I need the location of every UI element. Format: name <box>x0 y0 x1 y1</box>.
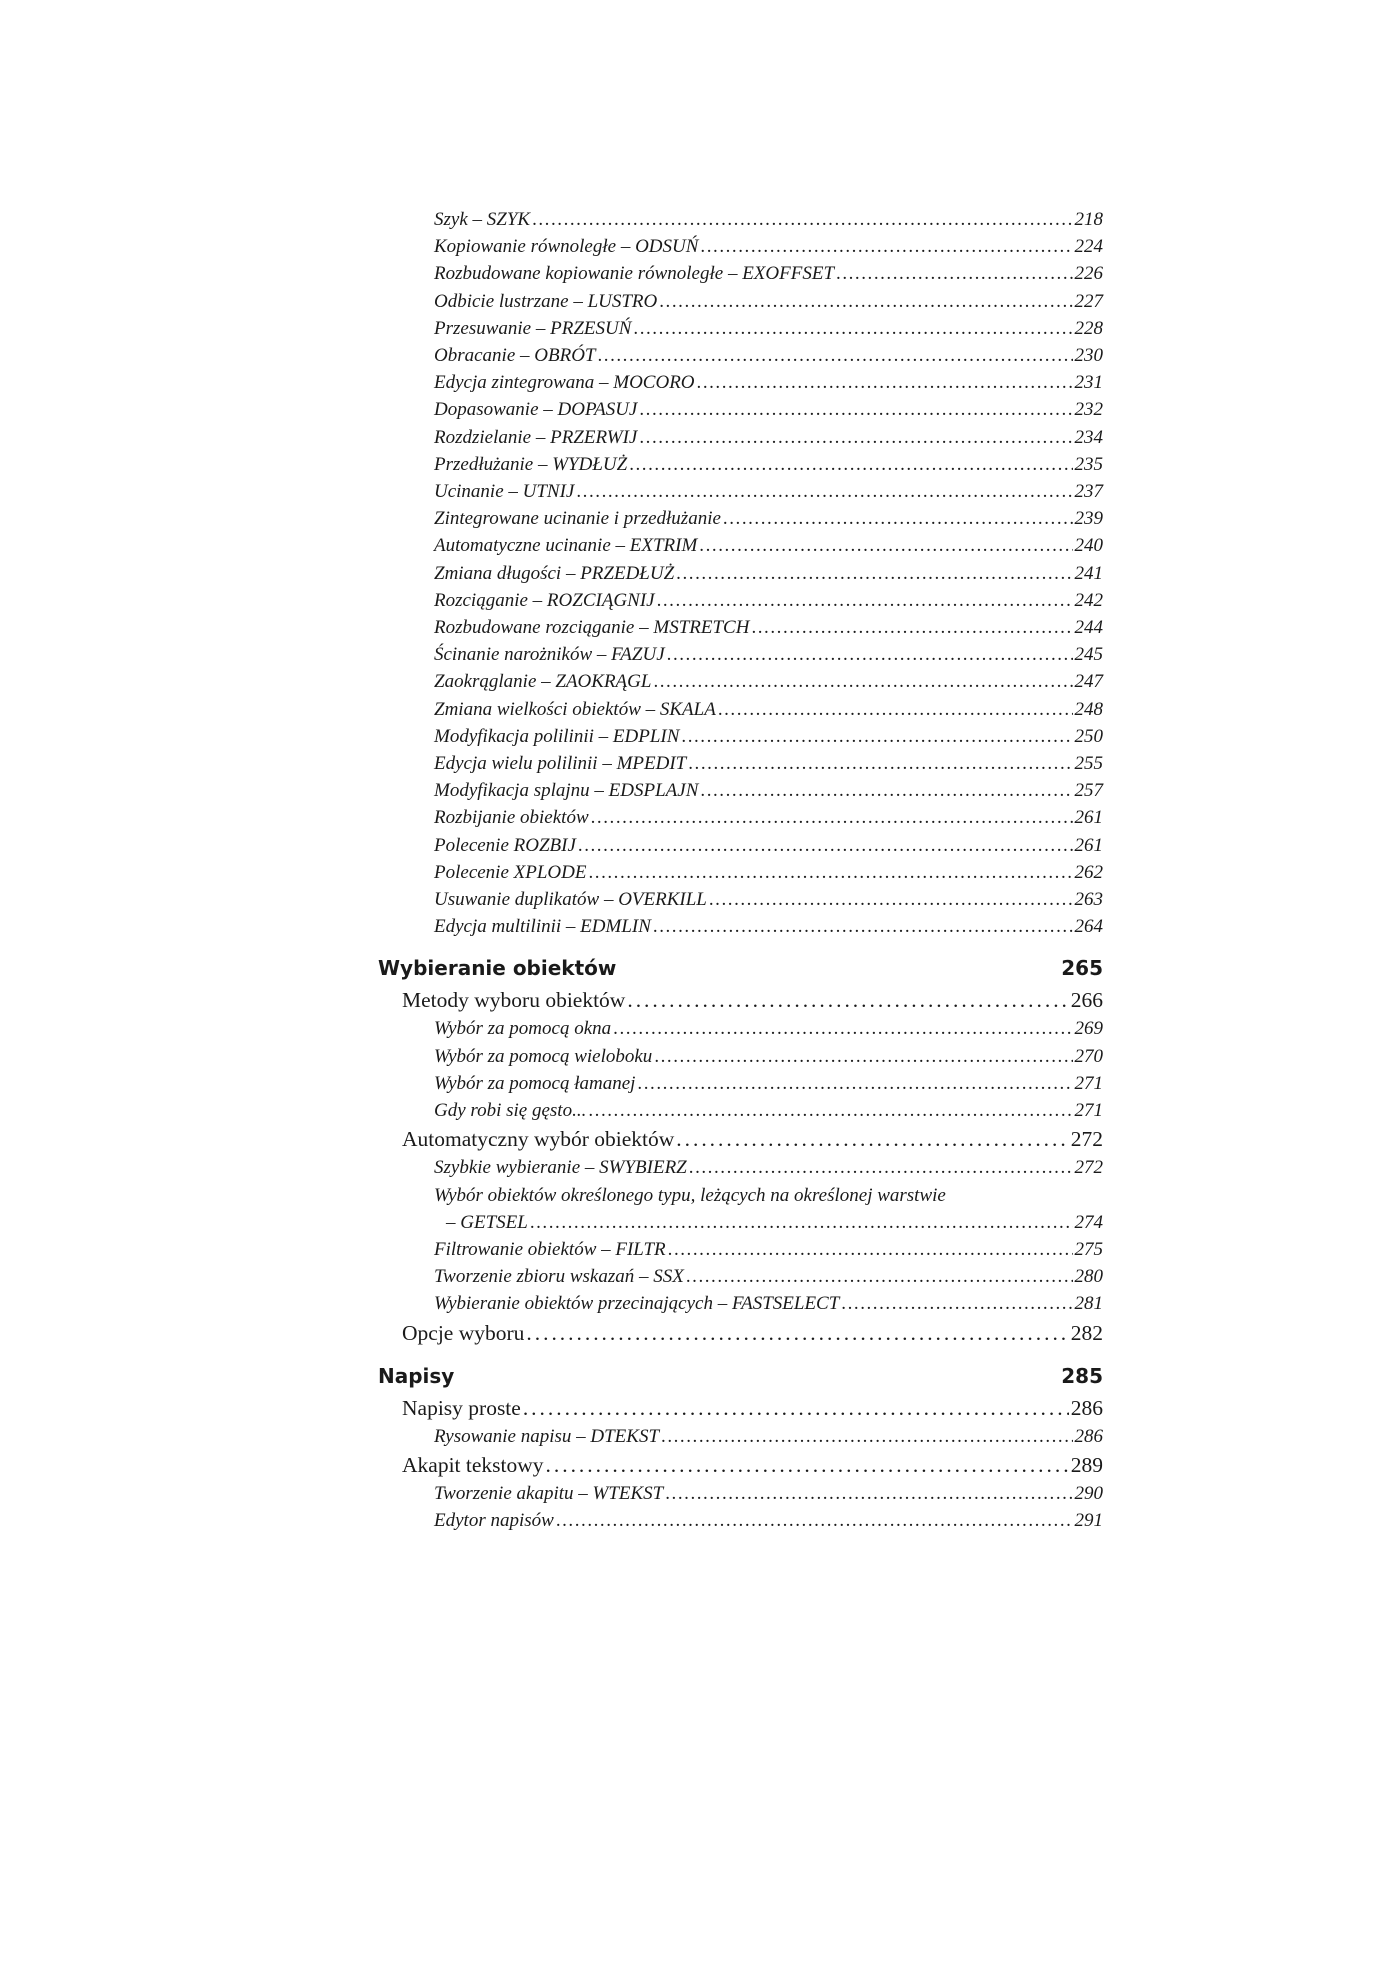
toc-entry <box>378 451 1103 478</box>
dot-leader <box>578 832 1073 859</box>
toc-entry <box>378 478 1103 505</box>
entry-label: Zmiana długości – PRZEDŁUŻ <box>434 562 675 584</box>
toc-entry <box>378 396 1103 423</box>
dot-leader <box>723 505 1073 532</box>
entry-label: Kopiowanie równoległe – ODSUŃ <box>434 236 699 258</box>
toc-entry <box>378 1423 1103 1450</box>
toc-entry <box>378 233 1103 260</box>
entry-page: 240 <box>1074 535 1103 557</box>
entry-page: 272 <box>1074 1157 1103 1179</box>
toc-entry <box>378 1263 1103 1290</box>
entry-label: Edytor napisów <box>434 1509 554 1531</box>
toc-section <box>378 1450 1103 1480</box>
dot-leader <box>668 1236 1073 1263</box>
toc-section <box>378 1393 1103 1423</box>
entry-label: Odbicie lustrzane – LUSTRO <box>434 290 658 312</box>
dot-leader <box>700 777 1072 804</box>
entry-page: 232 <box>1074 399 1103 421</box>
dot-leader <box>530 1209 1073 1236</box>
chapter-heading <box>378 1362 1103 1390</box>
dot-leader <box>676 560 1072 587</box>
toc-entry <box>378 614 1103 641</box>
dot-leader <box>697 369 1073 396</box>
toc-entry <box>378 315 1103 342</box>
dot-leader <box>639 424 1072 451</box>
entry-page: 290 <box>1074 1482 1103 1504</box>
chapter-heading <box>378 954 1103 982</box>
dot-leader <box>841 1290 1072 1317</box>
toc-entry <box>378 1290 1103 1317</box>
entry-label: Edycja wielu polilinii – MPEDIT <box>434 753 687 775</box>
toc-entry <box>378 1507 1103 1534</box>
dot-leader <box>700 233 1072 260</box>
entry-page: 226 <box>1074 263 1103 285</box>
entry-page: 228 <box>1074 317 1103 339</box>
entry-page: 269 <box>1074 1018 1103 1040</box>
entry-label: Gdy robi się gęsto... <box>434 1100 587 1122</box>
toc-entry <box>378 859 1103 886</box>
entry-page: 241 <box>1074 562 1103 584</box>
entry-page: 244 <box>1074 617 1103 639</box>
entry-label: Szybkie wybieranie – SWYBIERZ <box>434 1157 687 1179</box>
toc-entry <box>378 1015 1103 1042</box>
toc-subsection-list <box>378 1236 1103 1318</box>
entry-label: Przesuwanie – PRZESUŃ <box>434 317 632 339</box>
entry-page: 245 <box>1074 644 1103 666</box>
dot-leader <box>699 532 1072 559</box>
toc-entry <box>378 288 1103 315</box>
entry-page: 257 <box>1074 780 1103 802</box>
entry-page: 234 <box>1074 426 1103 448</box>
entry-page: 242 <box>1074 589 1103 611</box>
toc-entry-wrapped-line1: Wybór obiektów określonego typu, leżących na określonej warstwie <box>434 1184 946 1206</box>
toc-entry <box>378 886 1103 913</box>
entry-label: Dopasowanie – DOPASUJ <box>434 399 638 421</box>
dot-leader <box>659 288 1072 315</box>
toc-entry <box>378 424 1103 451</box>
toc-entry <box>378 1043 1103 1070</box>
section-label: Metody wyboru obiektów <box>402 988 626 1013</box>
dot-leader <box>637 1070 1072 1097</box>
dot-leader <box>597 342 1072 369</box>
toc-entry <box>378 832 1103 859</box>
section-page: 286 <box>1070 1395 1103 1420</box>
entry-label: Rysowanie napisu – DTEKST <box>434 1425 660 1447</box>
entry-label: – GETSEL <box>446 1211 528 1233</box>
entry-page: 231 <box>1074 372 1103 394</box>
entry-page: 230 <box>1074 345 1103 367</box>
dot-leader <box>709 886 1073 913</box>
entry-label: Wybór za pomocą łamanej <box>434 1072 636 1094</box>
entry-page: 275 <box>1074 1238 1103 1260</box>
dot-leader <box>633 315 1072 342</box>
toc-group-modification <box>378 206 1103 940</box>
entry-label: Modyfikacja splajnu – EDSPLAJN <box>434 780 699 802</box>
entry-label: Ucinanie – UTNIJ <box>434 481 575 503</box>
dot-leader <box>653 668 1072 695</box>
toc-entry <box>378 532 1103 559</box>
toc-entry <box>378 668 1103 695</box>
toc-entry <box>378 369 1103 396</box>
toc-entry <box>378 1070 1103 1097</box>
entry-page: 239 <box>1074 508 1103 530</box>
dot-leader <box>591 804 1073 831</box>
dot-leader <box>627 985 1068 1015</box>
section-page: 282 <box>1070 1320 1103 1345</box>
entry-page: 291 <box>1074 1509 1103 1531</box>
toc-entry <box>378 913 1103 940</box>
entry-page: 281 <box>1074 1293 1103 1315</box>
dot-leader <box>657 587 1073 614</box>
toc-entry <box>378 723 1103 750</box>
entry-page: 235 <box>1074 453 1103 475</box>
entry-page: 263 <box>1074 889 1103 911</box>
toc-subsection-list <box>378 1015 1103 1124</box>
dot-leader <box>629 451 1072 478</box>
entry-page: 274 <box>1074 1211 1103 1233</box>
dot-leader <box>686 1263 1073 1290</box>
dot-leader <box>639 396 1072 423</box>
dot-leader <box>613 1015 1072 1042</box>
toc-entry-wrapped-line2 <box>378 1209 1103 1236</box>
entry-label: Obracanie – OBRÓT <box>434 345 596 367</box>
entry-label: Wybieranie obiektów przecinających – FASTSELECT <box>434 1293 840 1315</box>
dot-leader <box>665 1480 1072 1507</box>
toc-section <box>378 985 1103 1015</box>
entry-page: 280 <box>1074 1266 1103 1288</box>
toc-entry <box>378 587 1103 614</box>
entry-page: 286 <box>1074 1425 1103 1447</box>
entry-page: 237 <box>1074 481 1103 503</box>
entry-label: Modyfikacja polilinii – EDPLIN <box>434 725 680 747</box>
entry-page: 250 <box>1074 725 1103 747</box>
dot-leader <box>688 750 1072 777</box>
dot-leader <box>576 478 1072 505</box>
toc-entry <box>378 505 1103 532</box>
dot-leader <box>546 1450 1069 1480</box>
entry-page: 271 <box>1074 1100 1103 1122</box>
toc-entry <box>378 1097 1103 1124</box>
dot-leader <box>667 641 1073 668</box>
entry-label: Rozbudowane kopiowanie równoległe – EXOFFSET <box>434 263 835 285</box>
section-page: 272 <box>1070 1127 1103 1152</box>
toc-section <box>378 1124 1103 1154</box>
section-label: Napisy proste <box>402 1395 521 1420</box>
entry-label: Wybór za pomocą okna <box>434 1018 612 1040</box>
toc-entry <box>378 750 1103 777</box>
entry-label: Wybór za pomocą wieloboku <box>434 1045 653 1067</box>
dot-leader <box>681 723 1072 750</box>
entry-page: 227 <box>1074 290 1103 312</box>
entry-label: Tworzenie zbioru wskazań – SSX <box>434 1266 684 1288</box>
entry-label: Automatyczne ucinanie – EXTRIM <box>434 535 698 557</box>
entry-label: Tworzenie akapitu – WTEKST <box>434 1482 664 1504</box>
entry-label: Zintegrowane ucinanie i przedłużanie <box>434 508 721 530</box>
toc-entry <box>378 1154 1103 1181</box>
entry-label: Zaokrąglanie – ZAOKRĄGL <box>434 671 652 693</box>
dot-leader <box>556 1507 1073 1534</box>
chapter-title: Wybieranie obiektów <box>378 956 617 981</box>
dot-leader <box>689 1154 1073 1181</box>
toc-entry <box>378 1236 1103 1263</box>
toc-subsection-list <box>378 1480 1103 1534</box>
entry-page: 218 <box>1074 209 1103 230</box>
chapter-page: 285 <box>1061 1363 1103 1388</box>
dot-leader <box>836 260 1072 287</box>
entry-label: Ścinanie narożników – FAZUJ <box>434 644 665 666</box>
dot-leader <box>653 913 1073 940</box>
entry-label: Przedłużanie – WYDŁUŻ <box>434 453 628 475</box>
entry-label: Filtrowanie obiektów – FILTR <box>434 1238 666 1260</box>
entry-label: Edycja zintegrowana – MOCORO <box>434 372 695 394</box>
dot-leader <box>751 614 1072 641</box>
dot-leader <box>588 859 1072 886</box>
entry-page: 271 <box>1074 1072 1103 1094</box>
entry-label: Rozdzielanie – PRZERWIJ <box>434 426 638 448</box>
entry-label: Polecenie ROZBIJ <box>434 834 576 856</box>
toc-entry <box>378 560 1103 587</box>
entry-label: Rozciąganie – ROZCIĄGNIJ <box>434 589 655 611</box>
entry-page: 255 <box>1074 753 1103 775</box>
entry-page: 247 <box>1074 671 1103 693</box>
dot-leader <box>718 696 1073 723</box>
entry-label: Rozbudowane rozciąganie – MSTRETCH <box>434 617 750 639</box>
entry-page: 248 <box>1074 698 1103 720</box>
entry-label: Szyk – SZYK <box>434 209 531 230</box>
entry-page: 261 <box>1074 807 1103 829</box>
toc-entry <box>378 641 1103 668</box>
dot-leader <box>676 1124 1068 1154</box>
dot-leader <box>588 1097 1072 1124</box>
entry-label: Usuwanie duplikatów – OVERKILL <box>434 889 707 911</box>
entry-label: Zmiana wielkości obiektów – SKALA <box>434 698 716 720</box>
entry-label: Rozbijanie obiektów <box>434 807 589 829</box>
entry-page: 262 <box>1074 861 1103 883</box>
table-of-contents <box>378 206 1103 1534</box>
section-page: 289 <box>1070 1452 1103 1477</box>
dot-leader <box>654 1043 1072 1070</box>
toc-entry <box>378 777 1103 804</box>
section-label: Automatyczny wybór obiektów <box>402 1127 675 1152</box>
entry-label: Polecenie XPLODE <box>434 861 587 883</box>
entry-label: Edycja multilinii – EDMLIN <box>434 916 651 938</box>
toc-entry <box>378 342 1103 369</box>
toc-entry <box>378 696 1103 723</box>
toc-entry <box>378 804 1103 831</box>
dot-leader <box>661 1423 1072 1450</box>
toc-section <box>378 1318 1103 1348</box>
toc-entry <box>378 260 1103 287</box>
dot-leader <box>532 206 1072 233</box>
entry-page: 270 <box>1074 1045 1103 1067</box>
entry-page: 264 <box>1074 916 1103 938</box>
dot-leader <box>523 1393 1069 1423</box>
chapter-page: 265 <box>1061 956 1103 981</box>
section-label: Opcje wyboru <box>402 1320 525 1345</box>
toc-entry <box>378 206 1103 233</box>
section-page: 266 <box>1070 988 1103 1013</box>
entry-page: 261 <box>1074 834 1103 856</box>
entry-page: 224 <box>1074 236 1103 258</box>
chapter-title: Napisy <box>378 1363 455 1388</box>
dot-leader <box>526 1318 1068 1348</box>
section-label: Akapit tekstowy <box>402 1452 544 1477</box>
toc-entry <box>378 1480 1103 1507</box>
